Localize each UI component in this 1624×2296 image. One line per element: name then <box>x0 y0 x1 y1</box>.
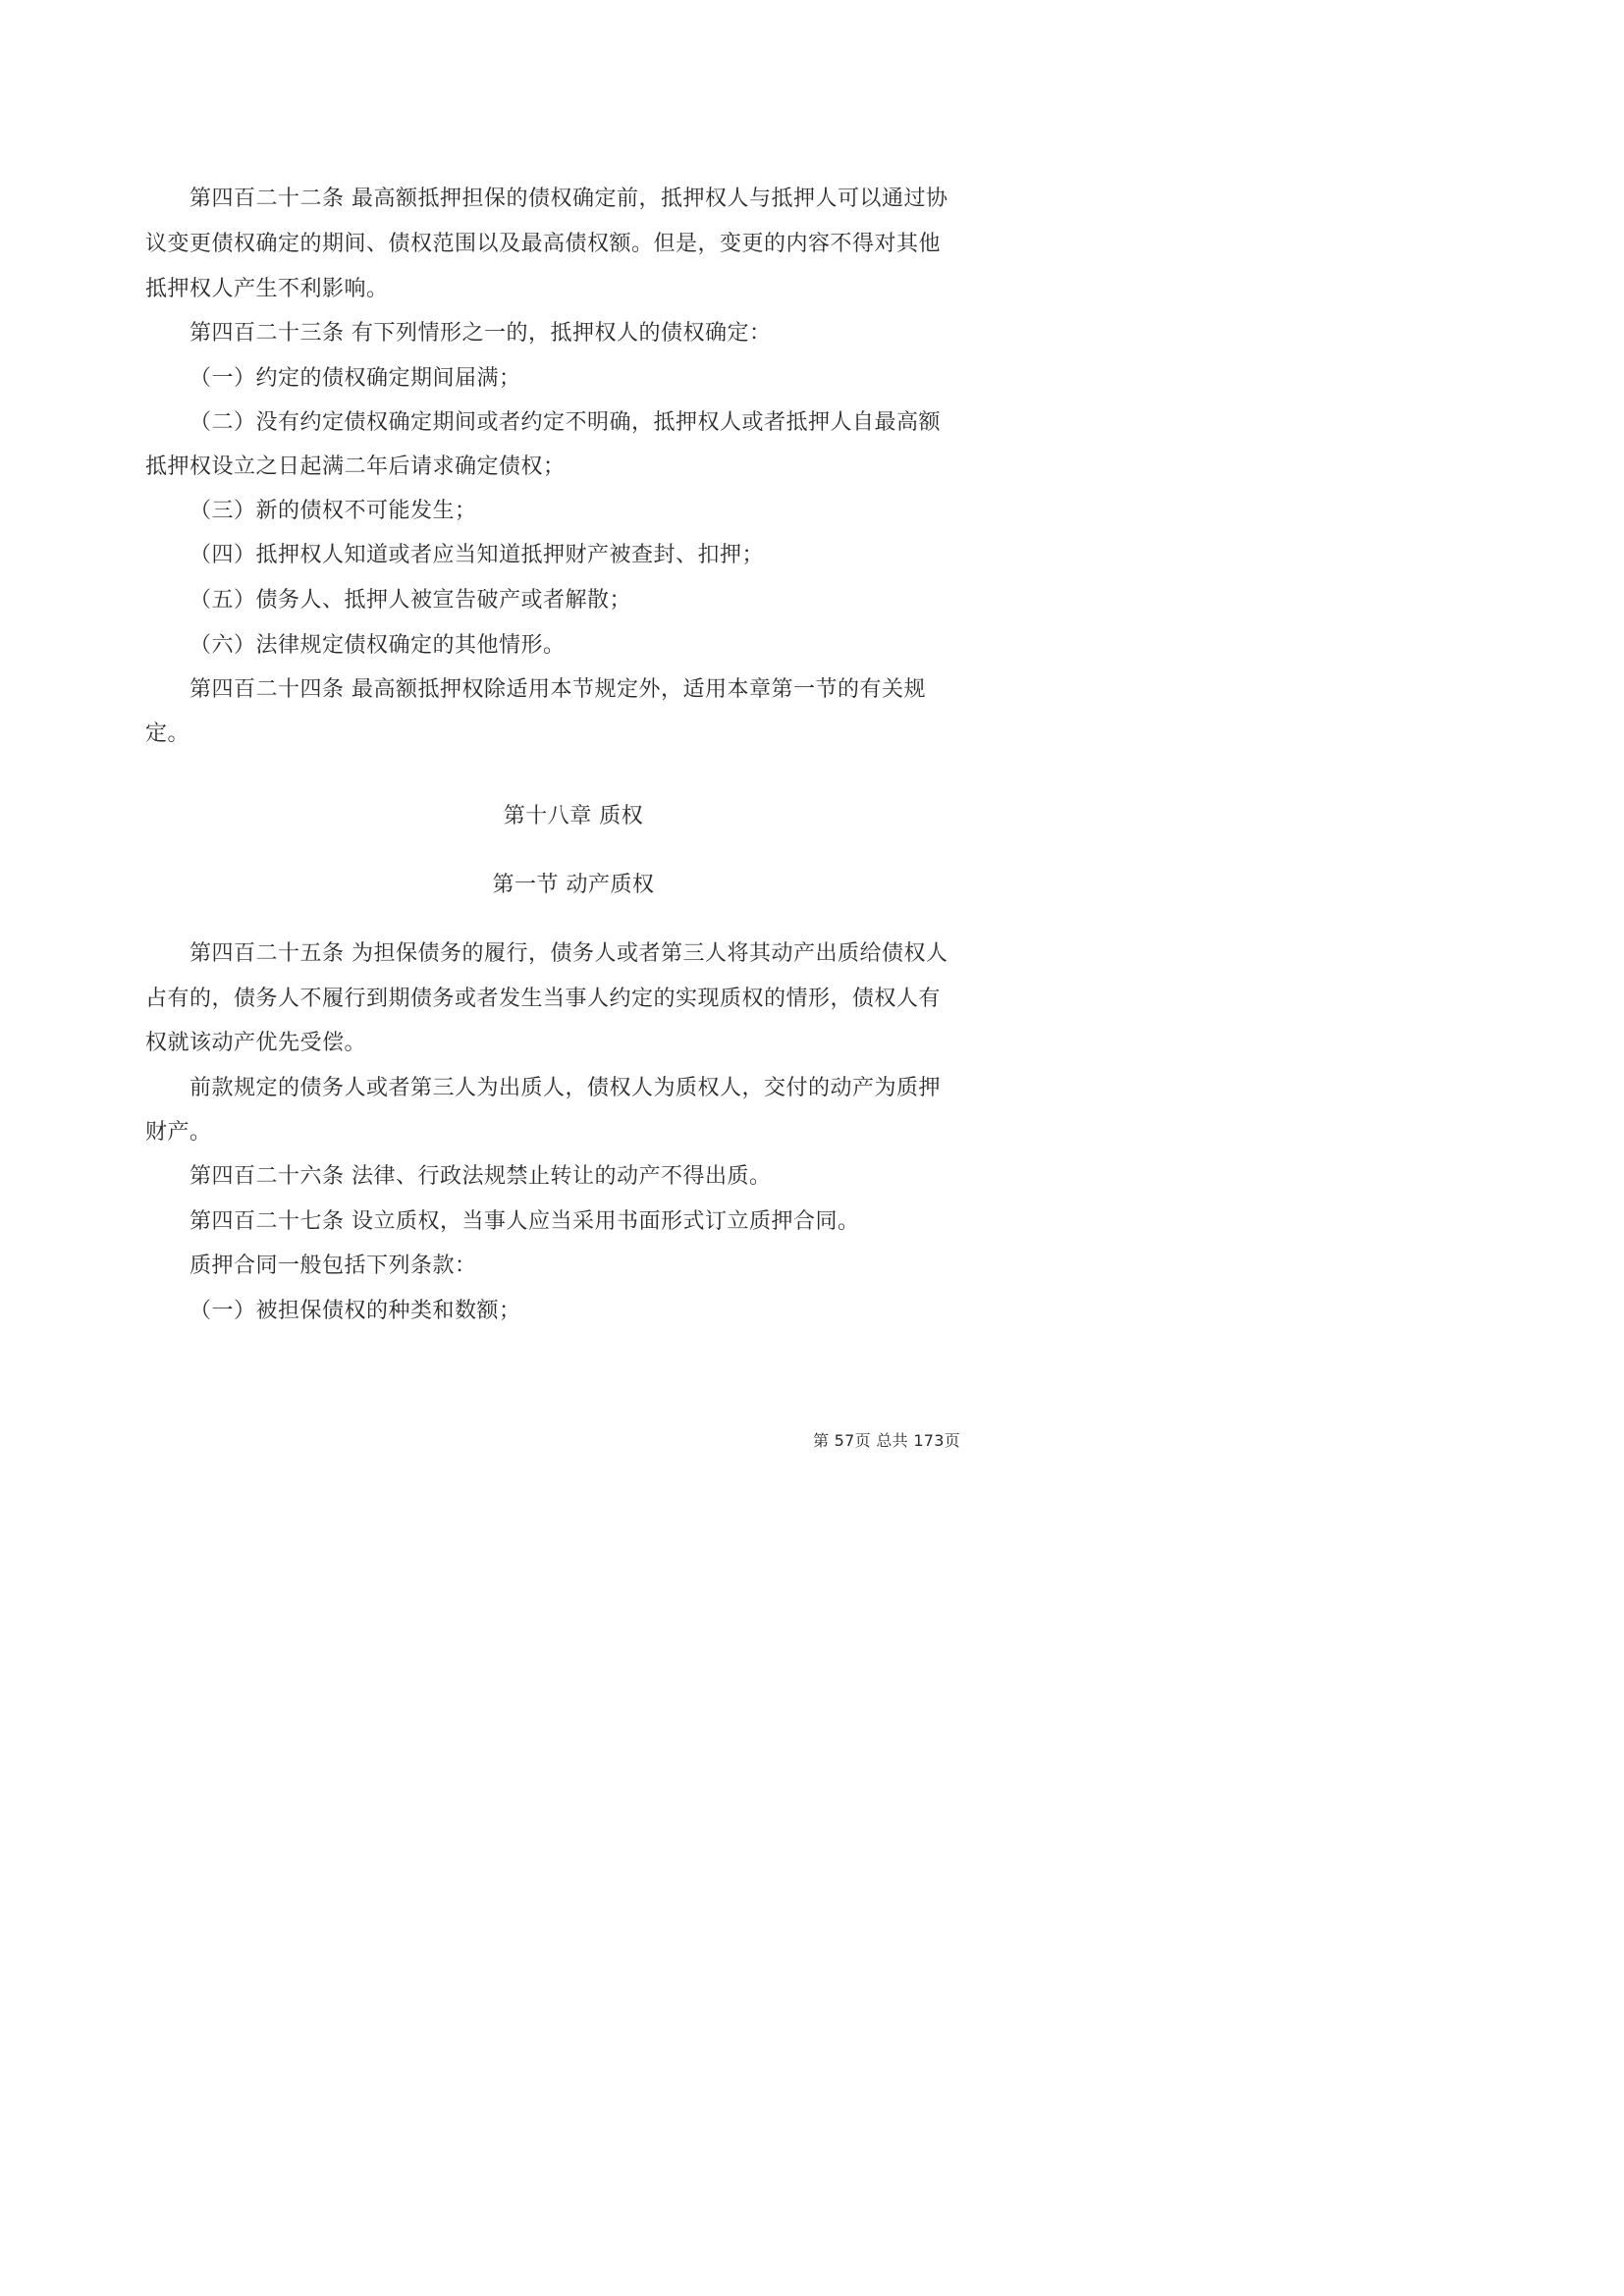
article-423-item-6: （六）法律规定债权确定的其他情形。 <box>189 633 566 658</box>
section-heading: 第一节 动产质权 <box>492 873 655 897</box>
chapter-heading: 第十八章 质权 <box>503 804 644 828</box>
article-425-line-1: 第四百二十五条 为担保债务的履行，债务人或者第三人将其动产出质给债权人 <box>189 941 948 966</box>
document-page <box>0 0 1086 1535</box>
article-423-item-4: （四）抵押权人知道或者应当知道抵押财产被查封、扣押； <box>189 543 765 567</box>
article-422-line-3: 抵押权人产生不利影响。 <box>145 277 389 301</box>
article-425-line-2: 占有的，债务人不履行到期债务或者发生当事人约定的实现质权的情形，债权人有 <box>145 987 942 1011</box>
article-423-item-3: （三）新的债权不可能发生； <box>189 499 477 523</box>
article-423-line-1: 第四百二十三条 有下列情形之一的，抵押权人的债权确定： <box>189 321 772 346</box>
article-422-line-2: 议变更债权确定的期间、债权范围以及最高债权额。但是，变更的内容不得对其他 <box>145 232 942 256</box>
article-426: 第四百二十六条 法律、行政法规禁止转让的动产不得出质。 <box>189 1164 772 1189</box>
article-423-item-1: （一）约定的债权确定期间届满； <box>189 366 521 391</box>
article-424-line-1: 第四百二十四条 最高额抵押权除适用本节规定外，适用本章第一节的有关规 <box>189 677 926 702</box>
article-424-line-2: 定。 <box>145 721 190 746</box>
article-423-item-2-line-2: 抵押权设立之日起满二年后请求确定债权； <box>145 454 566 479</box>
page-number-footer: 第 57页 总共 173页 <box>813 1431 961 1450</box>
article-427-line-1: 第四百二十七条 设立质权，当事人应当采用书面形式订立质押合同。 <box>189 1209 860 1234</box>
article-425-line-3: 权就该动产优先受偿。 <box>145 1031 367 1055</box>
article-425-para-2-line-1: 前款规定的债务人或者第三人为出质人，债权人为质权人，交付的动产为质押 <box>189 1076 942 1100</box>
article-427-item-1: （一）被担保债权的种类和数额； <box>189 1299 521 1323</box>
article-427-line-2: 质押合同一般包括下列条款： <box>189 1254 477 1278</box>
article-423-item-5: （五）债务人、抵押人被宣告破产或者解散； <box>189 588 632 613</box>
article-422-line-1: 第四百二十二条 最高额抵押担保的债权确定前，抵押权人与抵押人可以通过协 <box>189 187 948 211</box>
article-423-item-2-line-1: （二）没有约定债权确定期间或者约定不明确，抵押权人或者抵押人自最高额 <box>189 410 942 435</box>
article-425-para-2-line-2: 财产。 <box>145 1120 212 1145</box>
